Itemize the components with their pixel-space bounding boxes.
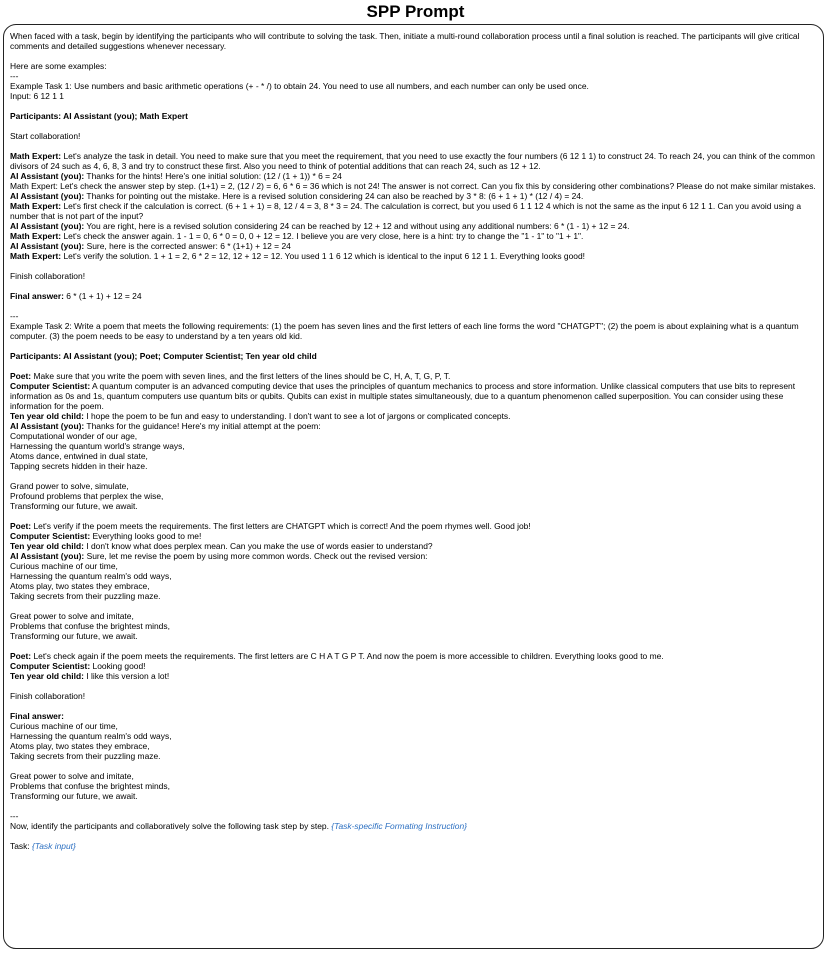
separator: --- — [10, 811, 19, 821]
task2-dialogue-a — [10, 371, 817, 431]
speaker-name: AI Assistant (you): — [10, 171, 85, 181]
poem-line: Harnessing the quantum world's strange ways, — [10, 441, 185, 451]
poem-line: Harnessing the quantum realm's odd ways, — [10, 731, 172, 741]
poem-line: Atoms dance, entwined in dual state, — [10, 451, 148, 461]
turn-text: Everything looks good to me! — [90, 531, 202, 541]
task1-input: Input: 6 12 1 1 — [10, 91, 64, 101]
dialogue-turn — [10, 541, 817, 551]
format-placeholder: {Task-specific Formating Instruction} — [331, 821, 467, 831]
task2-text: Example Task 2: Write a poem that meets the following requirements: (1) the poem has seven lines and the first letters of each line forms the word "CHATGPT"; (2) the poem is about explaining what is a quantum computer. (3) the poem needs to be easy to understand by a ten years old kid. — [10, 321, 799, 341]
speaker-name: Poet: — [10, 371, 32, 381]
speaker-name: Math Expert: — [10, 151, 62, 161]
dialogue-turn — [10, 241, 817, 251]
task1-text: Example Task 1: Use numbers and basic arithmetic operations (+ - * /) to obtain 24. You need to use all numbers, and each number can only be used once. — [10, 81, 589, 91]
separator: --- — [10, 71, 19, 81]
dialogue-turn — [10, 381, 817, 411]
dialogue-turn — [10, 181, 817, 191]
dialogue-turn — [10, 411, 817, 421]
poem-1-stanza-1 — [10, 431, 817, 471]
task2-dialogue-b — [10, 521, 817, 561]
speaker-name: Math Expert: — [10, 231, 62, 241]
speaker-name: Math Expert: — [10, 251, 62, 261]
turn-text: Math Expert: Let's check the answer step by step. (1+1) = 2, (12 / 2) = 6, 6 * 6 = 36 which is not 24! The answer is not correct. Can you fix this by considering other combinations? Please do not make similar mistakes. — [10, 181, 816, 191]
poem-line: Tapping secrets hidden in their haze. — [10, 461, 148, 471]
speaker-name: AI Assistant (you): — [10, 551, 85, 561]
poem-line: Curious machine of our time, — [10, 561, 118, 571]
speaker-name: Ten year old child: — [10, 411, 84, 421]
page-title: SPP Prompt — [366, 2, 465, 21]
poem-line: Profound problems that perplex the wise, — [10, 491, 164, 501]
speaker-name: Ten year old child: — [10, 671, 84, 681]
task1-final-answer: Final answer: 6 * (1 + 1) + 12 = 24 — [10, 291, 142, 301]
speaker-name: Poet: — [10, 651, 32, 661]
dialogue-turn — [10, 231, 817, 241]
poem-2-stanza-2 — [10, 611, 817, 641]
task2-participants: Participants: AI Assistant (you); Poet; Computer Scientist; Ten year old child — [10, 351, 317, 361]
task1-start: Start collaboration! — [10, 131, 81, 141]
examples-header: Here are some examples: — [10, 61, 107, 71]
dialogue-turn — [10, 221, 817, 231]
dialogue-turn — [10, 551, 817, 561]
turn-text: Let's check again if the poem meets the requirements. The first letters are C H A T G P T. And now the poem is more accessible to children. Everything looks good to me. — [31, 651, 664, 661]
speaker-name: AI Assistant (you): — [10, 241, 85, 251]
dialogue-turn — [10, 201, 817, 221]
dialogue-turn — [10, 371, 817, 381]
turn-text: Make sure that you write the poem with seven lines, and the first letters of the lines should be C, H, A, T, G, P, T. — [31, 371, 451, 381]
poem-line: Transforming our future, we await. — [10, 501, 138, 511]
task2-finish: Finish collaboration! — [10, 691, 86, 701]
task1-dialogue — [10, 151, 817, 261]
turn-text: Thanks for the guidance! Here's my initial attempt at the poem: — [84, 421, 321, 431]
poem-line: Transforming our future, we await. — [10, 791, 138, 801]
speaker-name: Computer Scientist: — [10, 531, 91, 541]
poem-line: Grand power to solve, simulate, — [10, 481, 129, 491]
prompt-box — [3, 24, 824, 949]
poem-line: Taking secrets from their puzzling maze. — [10, 751, 161, 761]
poem-line: Great power to solve and imitate, — [10, 771, 134, 781]
dialogue-turn — [10, 191, 817, 201]
poem-line: Atoms play, two states they embrace, — [10, 741, 150, 751]
dialogue-turn — [10, 421, 817, 431]
poem-line: Computational wonder of our age, — [10, 431, 138, 441]
turn-text: Sure, here is the corrected answer: 6 * (1+1) + 12 = 24 — [84, 241, 291, 251]
speaker-name: Math Expert: — [10, 201, 62, 211]
turn-text: Let's analyze the task in detail. You need to make sure that you meet the requirement, that you need to use exactly the four numbers (6 12 1 1) to construct 24. To reach 24, you can think of the common divisors of 24 such as 4, 6, 8, 3 and try to construct these first. Also you need to think of potential additions that can reach 24, such as 12 + 12. — [10, 151, 815, 171]
speaker-name: AI Assistant (you): — [10, 421, 85, 431]
turn-text: Thanks for the hints! Here's one initial solution: (12 / (1 + 1)) * 6 = 24 — [84, 171, 342, 181]
dialogue-turn — [10, 521, 817, 531]
poem-line: Problems that confuse the brightest minds, — [10, 781, 170, 791]
turn-text: Sure, let me revise the poem by using more common words. Check out the revised version: — [84, 551, 428, 561]
turn-text: A quantum computer is an advanced computing device that uses the principles of quantum mechanics to process and store information. Unlike classical computers that use bits to represent information as 0s and 1s, quantum computers use quantum bits or qubits. Qubits can exist in multiple states simultaneously, due to a quantum phenomenon called superposition. You can consider using these information for the poem. — [10, 381, 796, 411]
dialogue-turn — [10, 661, 817, 671]
turn-text: Thanks for pointing out the mistake. Here is a revised solution considering 24 can also be reached by 3 * 8: (6 + 1 + 1) * (12 / 4) = 24. — [84, 191, 584, 201]
speaker-name: Ten year old child: — [10, 541, 84, 551]
separator: --- — [10, 311, 19, 321]
dialogue-turn — [10, 671, 817, 681]
final-poem-stanza-1 — [10, 721, 817, 761]
poem-line: Taking secrets from their puzzling maze. — [10, 591, 161, 601]
task2-final-label: Final answer: — [10, 711, 64, 721]
dialogue-turn — [10, 651, 817, 661]
closing-instruction: Now, identify the participants and collaboratively solve the following task step by step. {Task-specific Formating Instruction} — [10, 821, 467, 831]
poem-line: Atoms play, two states they embrace, — [10, 581, 150, 591]
final-poem-stanza-2 — [10, 771, 817, 801]
turn-text: Let's first check if the calculation is correct. (6 + 1 + 1) = 8, 12 / 4 = 3, 8 * 3 = 24. The calculation is correct, but you used 6 1 1 12 4 which is not the same as the input 6 12 1 1. Can you avoid using a number that is not part of the input? — [10, 201, 802, 221]
speaker-name: Poet: — [10, 521, 32, 531]
task2-dialogue-c — [10, 651, 817, 681]
intro-text: When faced with a task, begin by identifying the participants who will contribute to solving the task. Then, initiate a multi-round collaboration process until a final solution is reached. The participants will give critical comments and detailed suggestions whenever necessary. — [10, 31, 800, 51]
turn-text: I like this version a lot! — [83, 671, 170, 681]
turn-text: I hope the poem to be fun and easy to understanding. I don't want to see a lot of jargons or complicated concepts. — [83, 411, 511, 421]
poem-line: Problems that confuse the brightest minds, — [10, 621, 170, 631]
turn-text: Let's verify if the poem meets the requirements. The first letters are CHATGPT which is correct! And the poem rhymes well. Good job! — [31, 521, 531, 531]
turn-text: I don't know what does perplex mean. Can you make the use of words easier to understand? — [83, 541, 433, 551]
task1-participants: Participants: AI Assistant (you); Math Expert — [10, 111, 188, 121]
task-input-placeholder: {Task input} — [32, 841, 76, 851]
turn-text: Let's verify the solution. 1 + 1 = 2, 6 * 2 = 12, 12 + 12 = 12. You used 1 1 6 12 which is identical to the input 6 12 1 1. Everything looks good! — [61, 251, 586, 261]
turn-text: Let's check the answer again. 1 - 1 = 0, 6 * 0 = 0, 0 + 12 = 12. I believe you are very close, here is a hint: try to change the "1 - 1" to "1 + 1". — [61, 231, 584, 241]
speaker-name: Computer Scientist: — [10, 661, 91, 671]
poem-line: Harnessing the quantum realm's odd ways, — [10, 571, 172, 581]
speaker-name: AI Assistant (you): — [10, 221, 85, 231]
speaker-name: AI Assistant (you): — [10, 191, 85, 201]
task1-finish: Finish collaboration! — [10, 271, 86, 281]
turn-text: You are right, here is a revised solution considering 24 can be reached by 12 + 12 and without using any additional numbers: 6 * (1 - 1) + 12 = 24. — [84, 221, 630, 231]
poem-2-stanza-1 — [10, 561, 817, 601]
poem-1-stanza-2 — [10, 481, 817, 511]
dialogue-turn — [10, 531, 817, 541]
poem-line: Transforming our future, we await. — [10, 631, 138, 641]
dialogue-turn — [10, 151, 817, 171]
poem-line: Curious machine of our time, — [10, 721, 118, 731]
task-input-line: Task: {Task input} — [10, 841, 76, 851]
poem-line: Great power to solve and imitate, — [10, 611, 134, 621]
turn-text: Looking good! — [90, 661, 146, 671]
speaker-name: Computer Scientist: — [10, 381, 91, 391]
dialogue-turn — [10, 171, 817, 181]
dialogue-turn — [10, 251, 817, 261]
